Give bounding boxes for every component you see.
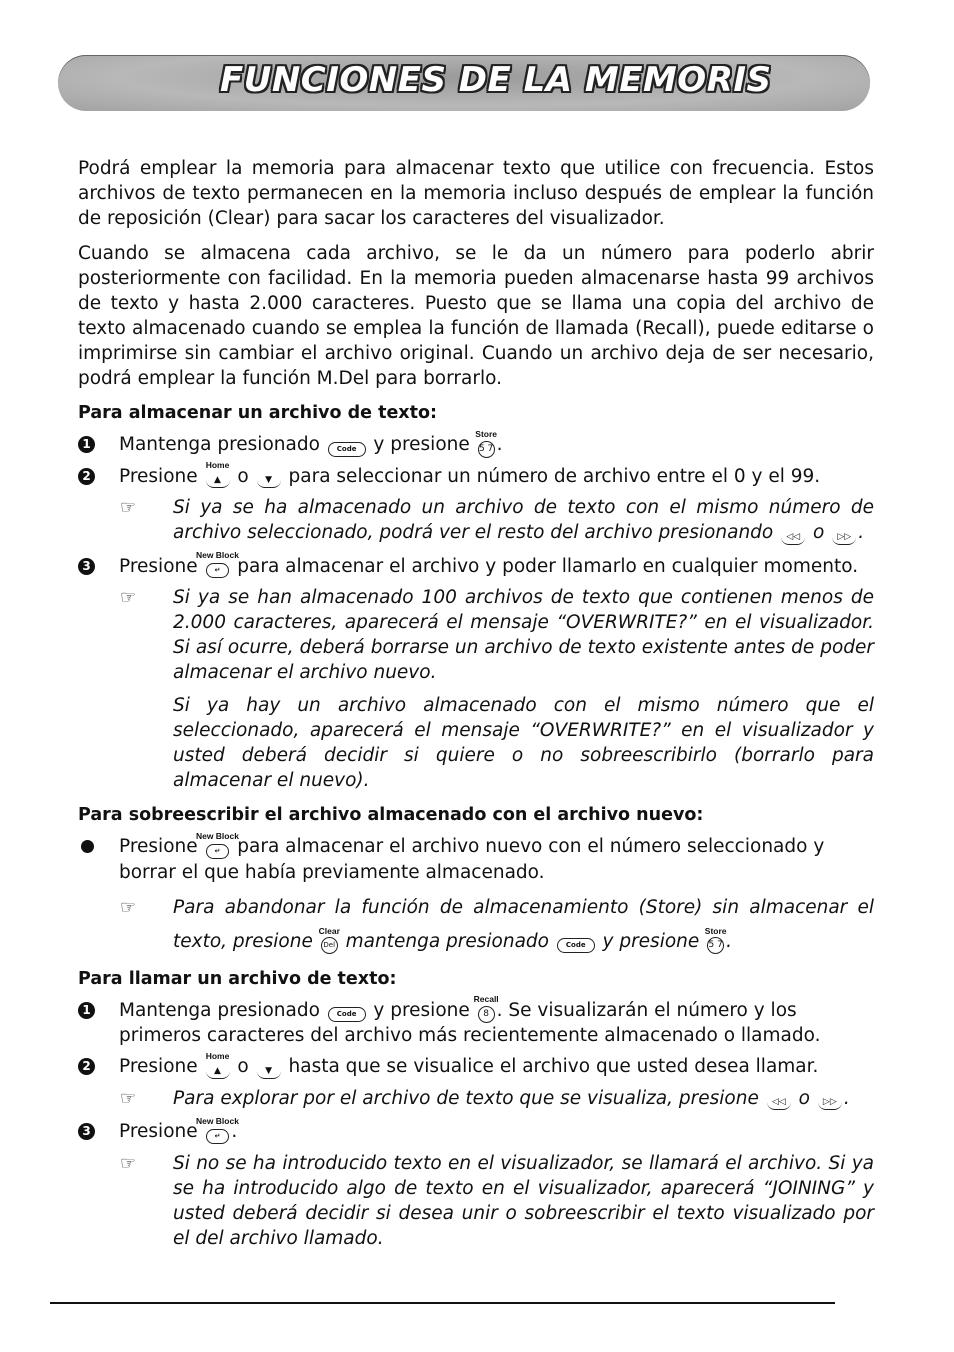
step-number-2: 2	[78, 468, 95, 485]
code-key-icon: Code	[328, 998, 366, 1023]
code-key-icon: Code	[328, 433, 366, 458]
pointing-hand-icon: ☞	[120, 896, 137, 918]
rewind-key-icon: ◁◁	[767, 1086, 791, 1111]
section-heading: Para llamar un archivo de texto:	[78, 968, 397, 989]
intro-paragraph: Cuando se almacena cada archivo, se le da un número para poderlo abrir posteriormente con facilidad. En la memoria pueden almacenarse hasta 99 archivos de texto y hasta 2.000 caracteres. Puesto que se llama una copia del archivo de texto almacenado cuando se emplea la función de llamada (Recall), puede editarse o imprimirse sin cambiar el archivo original. Cuando un archivo deja de ser necesario, podrá emplear la función M.Del para borrarlo.	[78, 243, 874, 389]
page-title: FUNCIONES DE LA MEMORIS	[220, 60, 772, 100]
store-key-icon: Store 5 7	[707, 925, 724, 959]
forward-key-icon: ▷▷	[818, 1086, 842, 1111]
recall-step-2: 2 Presione Home ▲ o ▼ hasta que se visualice el archivo que usted desea llamar.	[78, 1054, 874, 1080]
step-number-1: 1	[78, 1002, 95, 1019]
section-heading: Para almacenar un archivo de texto:	[78, 403, 437, 423]
end-key-icon: ▼	[257, 1055, 281, 1080]
step-number-3: 3	[78, 1123, 95, 1140]
note-recall-2: ☞ Si no se ha introducido texto en el visualizador, se llamará el archivo. Si ya se ha introducido algo de texto en el visualizador, aparecerá “JOINING” y usted deberá decidir si desea unir o sobreescribir el texto visualizado por el del archivo llamado.	[120, 1152, 874, 1249]
pointing-hand-icon: ☞	[120, 497, 137, 518]
home-key-icon: Home ▲	[206, 464, 230, 489]
newblock-key-icon: New Block ↵	[206, 1120, 230, 1145]
end-key-icon: ▼	[257, 464, 281, 489]
overwrite-bullet: Presione New Block ↵ para almacenar el archivo nuevo con el número seleccionado y borrar el que había previamente almacenado.	[78, 834, 874, 885]
note-3: Si ya hay un archivo almacenado con el mismo número que el seleccionado, aparecerá el mensaje “OVERWRITE?” en el visualizador y usted deberá decidir si quiere o no sobreescribirlo (borrarlo para almacenar el nuevo).	[173, 695, 874, 791]
recall-key-icon: Recall 8	[478, 998, 495, 1023]
pointing-hand-icon: ☞	[120, 1152, 137, 1174]
intro-paragraph: Podrá emplear la memoria para almacenar texto que utilice con frecuencia. Estos archivos de texto permanecen en la memoria incluso después de emplear la función de reposición (Clear) para sacar los caracteres del visualizador.	[78, 158, 874, 229]
step-number-2: 2	[78, 1058, 95, 1075]
store-step-1: 1 Mantenga presionado Code y presione Store 5 7 .	[78, 432, 874, 458]
pointing-hand-icon: ☞	[120, 1087, 137, 1109]
bullet-dot	[81, 840, 94, 853]
recall-step-3: 3 Presione New Block ↵ .	[78, 1119, 874, 1145]
pointing-hand-icon: ☞	[120, 587, 137, 608]
code-key-icon: Code	[557, 925, 595, 959]
store-key-icon: Store 5 7	[478, 433, 495, 458]
forward-key-icon: ▷▷	[832, 521, 856, 546]
section-heading: Para sobreescribir el archivo almacenado con el archivo nuevo:	[78, 805, 704, 825]
note-recall-1: ☞ Para explorar por el archivo de texto que se visualiza, presione ◁◁ o ▷▷ .	[78, 1086, 874, 1112]
footer-rule	[50, 1302, 835, 1304]
newblock-key-icon: New Block ↵	[206, 835, 230, 860]
note-overwrite: ☞ Para abandonar la función de almacenamiento (Store) sin almacenar el texto, presione Clear Del mantenga presionado Code y presione Store 5 7 .	[78, 891, 874, 959]
home-key-icon: Home ▲	[206, 1055, 230, 1080]
newblock-key-icon: New Block ↵	[206, 554, 230, 579]
step-number-1: 1	[78, 436, 95, 453]
store-step-3: 3 Presione New Block ↵ para almacenar el archivo y poder llamarlo en cualquier momento.	[78, 554, 874, 580]
step-number-3: 3	[78, 558, 95, 575]
rewind-key-icon: ◁◁	[781, 521, 805, 546]
note-1: ☞ Si ya se ha almacenado un archivo de texto con el mismo número de archivo seleccionado, podrá ver el resto del archivo presionando ◁◁ o ▷▷ .	[78, 495, 874, 546]
page-content	[78, 156, 874, 1259]
clear-key-icon: Clear Del	[321, 925, 338, 959]
store-step-2: 2 Presione Home ▲ o ▼ para seleccionar un número de archivo entre el 0 y el 99.	[78, 464, 874, 490]
recall-step-1: 1 Mantenga presionado Code y presione Recall 8 . Se visualizarán el número y los primeros caracteres del archivo más recientemente almacenado o llamado.	[78, 998, 874, 1049]
note-2: ☞ Si ya se han almacenado 100 archivos de texto que contienen menos de 2.000 caracteres, aparecerá el mensaje “OVERWRITE?” en el visualizador. Si así ocurre, deberá borrarse un archivo de texto existente antes de poder almacenar el archivo nuevo.	[120, 587, 874, 683]
